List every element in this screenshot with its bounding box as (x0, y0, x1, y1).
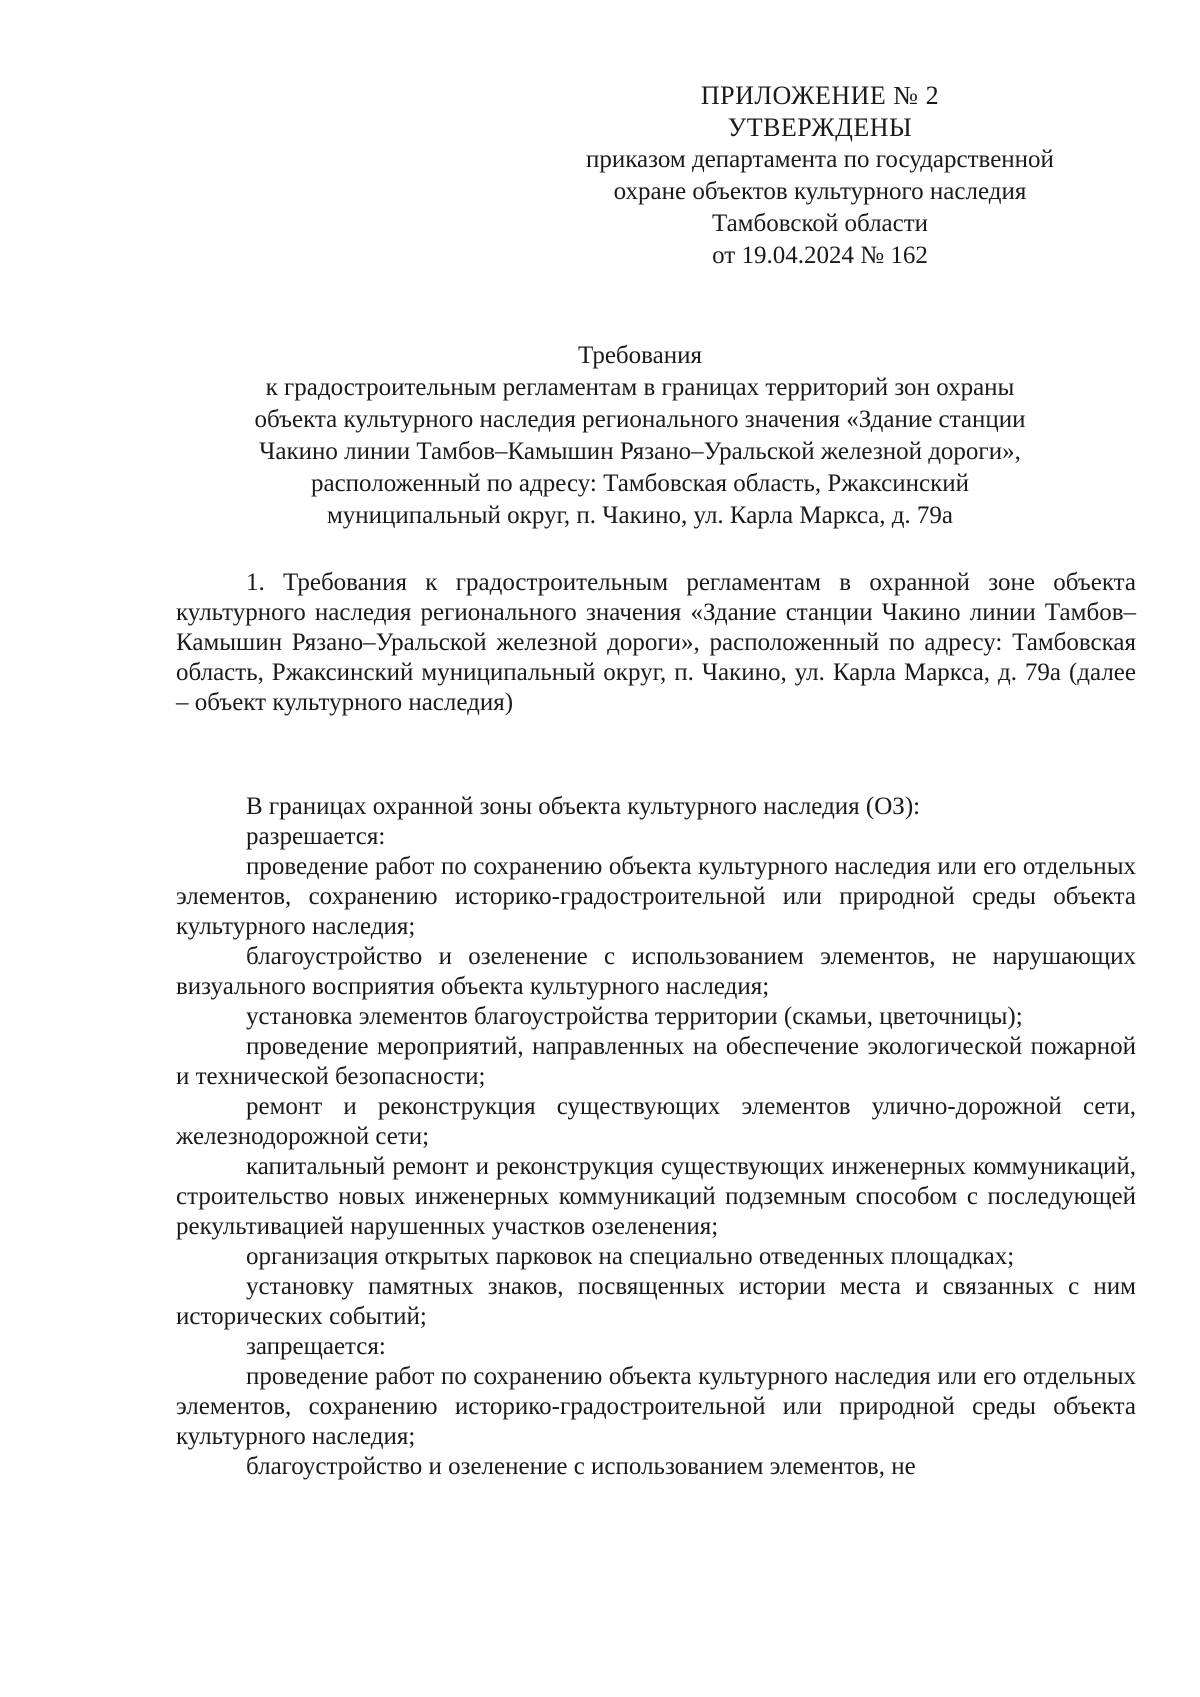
title-heading: Требования (578, 342, 702, 369)
forbidden-item: проведение работ по сохранению объекта культурного наследия или его отдельных элементов, сохранению историко-градостроительной или природной среды объекта культурного наследия; (176, 1363, 1136, 1450)
zone-intro: В границах охранной зоны объекта культурного наследия (ОЗ): (246, 793, 921, 820)
forbidden-label: запрещается: (246, 1333, 386, 1360)
title-line-5: муниципальный округ, п. Чакино, ул. Карла Маркса, д. 79а (326, 502, 954, 529)
title-line-3: Чакино линии Тамбов–Камышин Рязано–Уральской железной дороги», (259, 438, 1021, 465)
order-line-1: приказом департамента по государственной (586, 146, 1054, 173)
order-line-3: Тамбовской области (711, 210, 929, 237)
allowed-item: установка элементов благоустройства территории (скамьи, цветочницы); (246, 1003, 1023, 1030)
forbidden-item: благоустройство и озеленение с использованием элементов, не (246, 1453, 916, 1480)
title-line-4: расположенный по адресу: Тамбовская область, Ржаксинский (310, 470, 969, 497)
allowed-item: благоустройство и озеленение с использованием элементов, не нарушающих визуального восприятия объекта культурного наследия; (176, 943, 1136, 1000)
allowed-item: организация открытых парковок на специально отведенных площадках; (246, 1243, 1015, 1270)
order-line-2: охране объектов культурного наследия (613, 178, 1027, 205)
order-date: от 19.04.2024 № 162 (712, 242, 928, 269)
title-line-2: объекта культурного наследия регионального значения «Здание станции (254, 406, 1026, 433)
document-title (170, 340, 1110, 532)
section-1-paragraph: 1. Требования к градостроительным регламентам в охранной зоне объекта культурного наследия регионального значения «Здание станции Чакино линии Тамбов–Камышин Рязано–Уральской железной дороги», расположенный по адресу: Тамбовская область, Ржаксинский муниципальный округ, п. Чакино, ул. Карла Маркса, д. 79а (далее – объект культурного наследия) (176, 569, 1136, 716)
allowed-item: установку памятных знаков, посвященных истории места и связанных с ним исторических событий; (176, 1273, 1136, 1330)
title-line-1: к градостроительным регламентам в границах территорий зон охраны (265, 374, 1015, 401)
appendix-number: ПРИЛОЖЕНИЕ № 2 (700, 81, 940, 110)
approved-label: УТВЕРЖДЕНЫ (727, 113, 913, 142)
regulations-body (176, 792, 1136, 1482)
allowed-item: ремонт и реконструкция существующих элементов улично-дорожной сети, железнодорожной сети; (176, 1093, 1136, 1150)
approval-header (540, 80, 1100, 272)
allowed-item: проведение работ по сохранению объекта культурного наследия или его отдельных элементов, сохранению историко-градостроительной или природной среды объекта культурного наследия; (176, 853, 1136, 940)
allowed-label: разрешается: (246, 823, 386, 850)
allowed-item: проведение мероприятий, направленных на обеспечение экологической пожарной и технической безопасности; (176, 1033, 1136, 1090)
allowed-item: капитальный ремонт и реконструкция существующих инженерных коммуникаций, строительство новых инженерных коммуникаций подземным способом с последующей рекультивацией нарушенных участков озеленения; (176, 1153, 1136, 1240)
